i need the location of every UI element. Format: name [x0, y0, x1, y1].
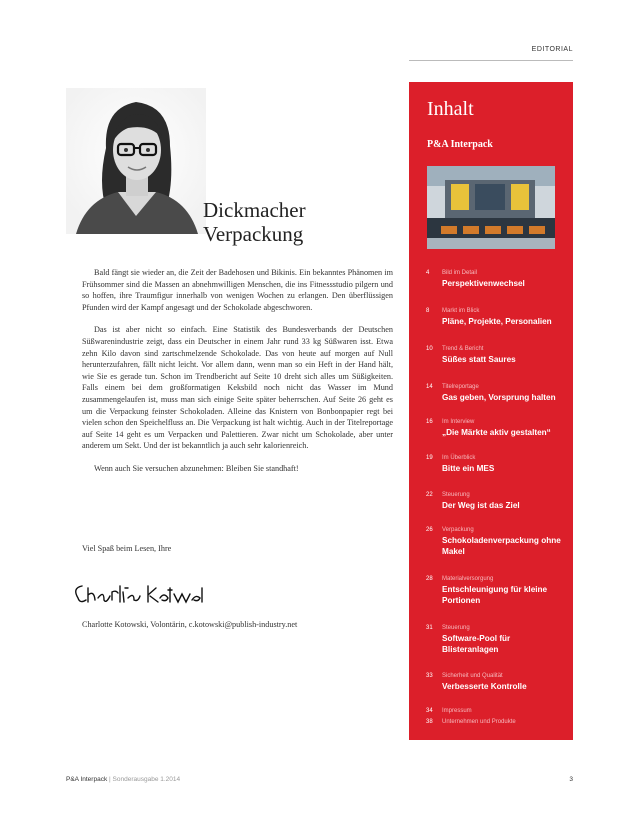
footer-brand	[66, 776, 180, 783]
closing-line: Viel Spaß beim Lesen, Ihre	[82, 544, 172, 553]
toc-page-number: 31	[426, 625, 433, 631]
toc-page-number: 4	[426, 270, 430, 276]
toc-page-number: 8	[426, 308, 430, 314]
paragraph: Wenn auch Sie versuchen abzunehmen: Bleiben Sie standhaft!	[94, 463, 299, 473]
contents-subtitle: P&A Interpack	[427, 139, 493, 150]
toc-category: Verpackung	[442, 527, 474, 533]
toc-page-number: 28	[426, 576, 433, 582]
footer-issue: Sonderausgabe 1.2014	[112, 776, 181, 783]
toc-category: Bild im Detail	[442, 270, 478, 276]
toc-page-number: 22	[426, 492, 433, 498]
handwritten-signature	[68, 580, 208, 610]
headline-line-2: Verpackung	[203, 222, 304, 246]
editorial-headline	[203, 198, 306, 246]
toc-page-number: 19	[426, 455, 433, 461]
toc-title: „Die Märkte aktiv gestalten“	[442, 428, 551, 437]
toc-category: Trend & Bericht	[442, 346, 484, 352]
signature-caption: Charlotte Kotowski, Volontärin, c.kotowski@publish-industry.net	[82, 620, 298, 629]
author-portrait	[66, 88, 206, 234]
toc-title: Schokoladenverpackung ohne Makel	[442, 536, 561, 556]
toc-title: Bitte ein MES	[442, 464, 495, 473]
footer-separator: |	[109, 776, 111, 783]
toc-title: Entschleunigung für kleine Portionen	[442, 585, 548, 605]
toc-category: Titelreportage	[442, 384, 479, 390]
toc-category: Steuerung	[442, 625, 470, 631]
editorial-body	[82, 267, 393, 486]
header-divider	[409, 60, 573, 61]
paragraph: Das ist aber nicht so einfach. Eine Statistik des Bundesverbands der Deutschen Süßwarenindustrie zeigt, dass ein Deutscher in einem Jahr rund 33 kg Süßwaren isst. Etwa zehn Kilo davon sind zartschmelzende Schokolade. Das von heute auf morgen auf Null herunterzufahren, fällt nicht leicht. Vor allem dann, wenn man so ein Heft in der Hand hält, wie Sie es gerade tun. Schon im Trendbericht auf Seite 10 dreht sich alles um Süßigkeiten. Falls einem bei dem großformatigen Keksbild noch nicht das Wasser im Mund zusammengelaufen ist, muss man sich einige Seite später beherrschen. Auf Seite 26 geht es um die Verpackung feinster Schokoladen. Alleine das Knistern von Bonbonpapier regt bei vielen schon den Speichelfluss an. Die Verpackung ist halt wichtig. Auch in der Titelreportage auf Seite 14 geht es um Verpacken und Palettieren. Zwar nicht um Schokolade, aber unter anderem um Sekt. Und der ist bekanntlich ja auch sehr kalorienreich.	[82, 325, 393, 451]
toc-page-number: 16	[426, 419, 433, 425]
toc-category: Im Interview	[442, 419, 475, 425]
toc-title: Süßes statt Saures	[442, 355, 516, 364]
toc-category: Impressum	[442, 708, 472, 714]
page-number: 3	[569, 776, 573, 783]
toc-category: Materialversorgung	[442, 576, 494, 582]
toc-category: Im Überblick	[442, 455, 476, 461]
contents-sidebar	[409, 82, 573, 740]
toc-page-number: 33	[426, 673, 433, 679]
toc-title: Gas geben, Vorsprung halten	[442, 393, 556, 402]
toc-page-number: 26	[426, 527, 433, 533]
toc-title: Verbesserte Kontrolle	[442, 682, 527, 691]
section-label: EDITORIAL	[531, 46, 573, 53]
toc-title: Software-Pool für Blisteranlagen	[442, 634, 511, 654]
toc-page-number: 10	[426, 346, 433, 352]
toc-page-number: 38	[426, 719, 433, 725]
contents-title: Inhalt	[427, 98, 474, 120]
footer-brand-name: P&A Interpack	[66, 776, 108, 783]
toc-category: Unternehmen und Produkte	[442, 719, 516, 725]
machinery-photo	[427, 166, 555, 249]
toc-title: Pläne, Projekte, Personalien	[442, 317, 552, 326]
toc-title: Der Weg ist das Ziel	[442, 501, 520, 510]
toc-title: Perspektivenwechsel	[442, 279, 525, 288]
headline-line-1: Dickmacher	[203, 198, 306, 222]
toc-category: Sicherheit und Qualität	[442, 673, 503, 679]
toc-page-number: 34	[426, 708, 433, 714]
paragraph: Bald fängt sie wieder an, die Zeit der Badehosen und Bikinis. Ein bekanntes Phänomen im Frühsommer sind die Massen an abnehmwilligen Menschen, die ins Fitnessstudio pilgern und so hoffen, ihre Traumfigur innerhalb von wenigen Wochen zu erlangen. Den überflüssigen Pfunden wird der Kampf angesagt und der Schokolade abgeschworen.	[82, 268, 393, 312]
toc-category: Markt im Blick	[442, 308, 480, 314]
toc-page-number: 14	[426, 384, 433, 390]
toc-category: Steuerung	[442, 492, 470, 498]
